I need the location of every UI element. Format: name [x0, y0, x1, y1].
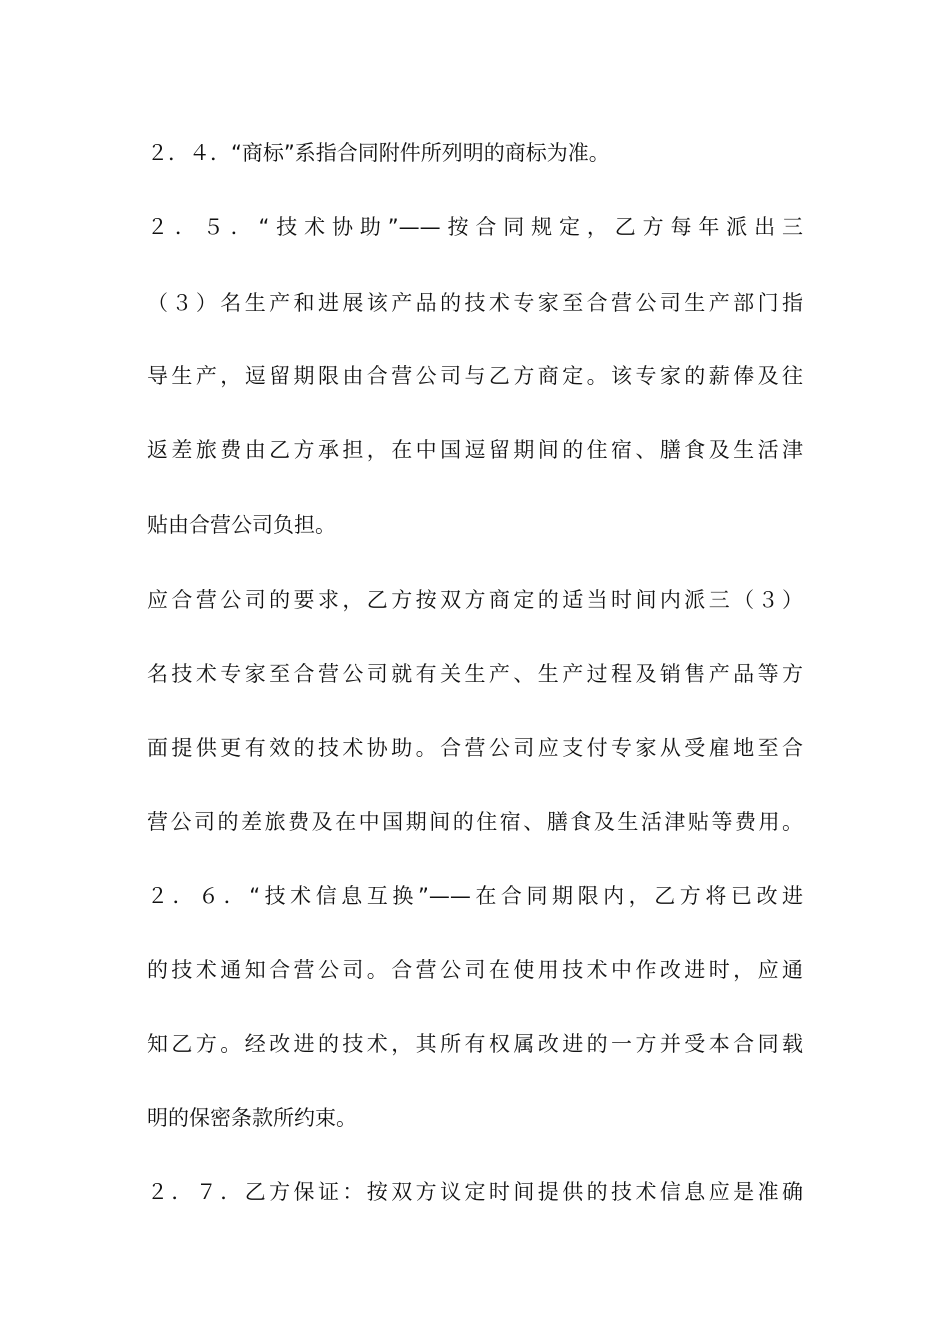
clause-2-5-line-4: 返差旅费由乙方承担，在中国逗留期间的住宿、膳食及生活津 [147, 438, 803, 462]
clause-2-5-line-3: 导生产，逗留期限由合营公司与乙方商定。该专家的薪俸及往 [147, 364, 803, 388]
clause-2-6-line-3: 知乙方。经改进的技术，其所有权属改进的一方并受本合同载 [147, 1032, 803, 1056]
clause-2-6-line-4: 明的保密条款所约束。 [147, 1106, 357, 1130]
clause-2-6-line-1: ２．６．“技术信息互换”——在合同期限内，乙方将已改进 [147, 884, 803, 908]
clause-2-7-line-1: ２．７．乙方保证：按双方议定时间提供的技术信息应是准确 [147, 1180, 803, 1204]
paragraph-line-1: 应合营公司的要求，乙方按双方商定的适当时间内派三（３） [147, 588, 803, 612]
clause-2-5-line-1: ２．５．“技术协助”——按合同规定，乙方每年派出三 [147, 215, 803, 239]
clause-2-5-line-5: 贴由合营公司负担。 [147, 513, 336, 537]
paragraph-line-2: 名技术专家至合营公司就有关生产、生产过程及销售产品等方 [147, 662, 803, 686]
paragraph-line-4: 营公司的差旅费及在中国期间的住宿、膳食及生活津贴等费用。 [147, 810, 803, 834]
paragraph-line-3: 面提供更有效的技术协助。合营公司应支付专家从受雇地至合 [147, 736, 803, 760]
clause-2-4-line-1: ２．４．“商标”系指合同附件所列明的商标为准。 [147, 141, 610, 165]
clause-2-6-line-2: 的技术通知合营公司。合营公司在使用技术中作改进时，应通 [147, 958, 803, 982]
clause-2-5-line-2: （３）名生产和进展该产品的技术专家至合营公司生产部门指 [147, 291, 803, 315]
